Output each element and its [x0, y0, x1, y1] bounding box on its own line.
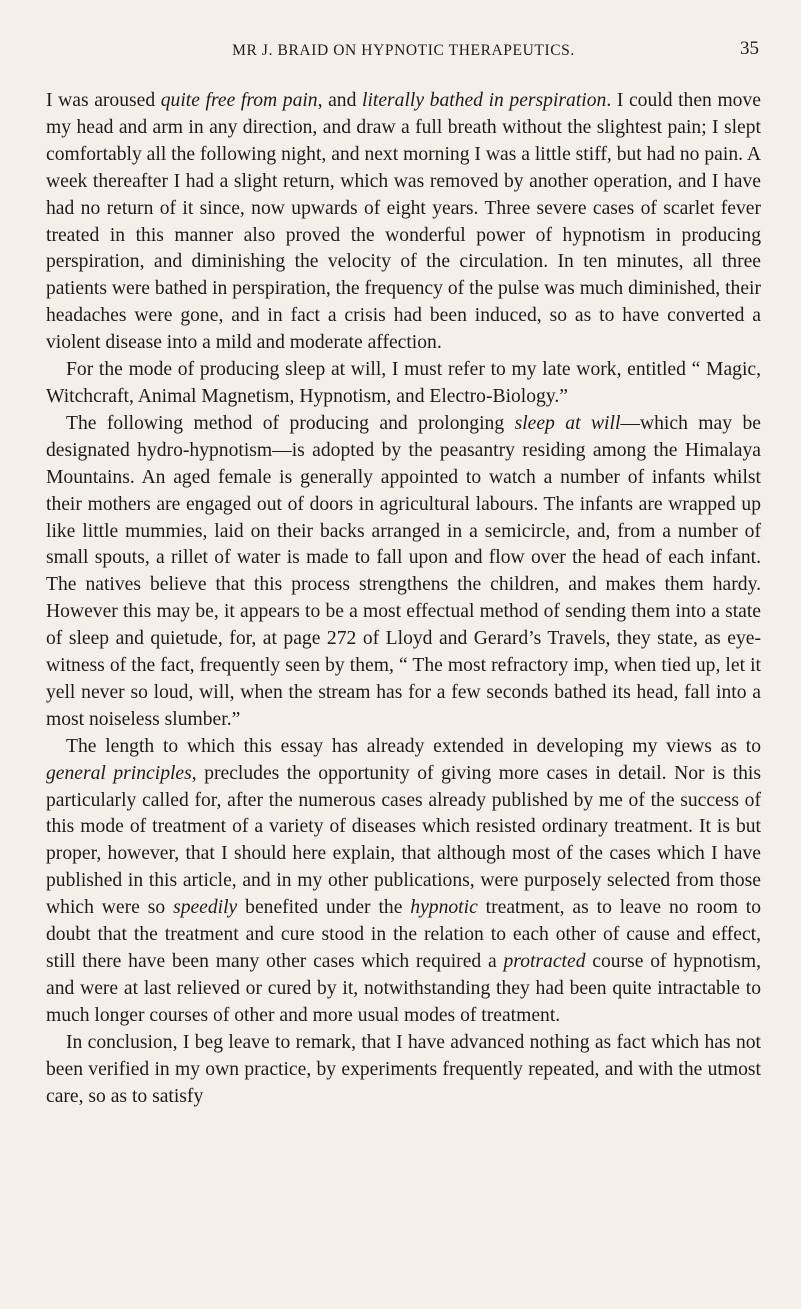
text-run: treatment, as to leave no room to doubt that the treatment and cure stood in the relation to each other of cause and effect, still there have been many other cases which required a	[46, 897, 761, 972]
paragraph	[46, 1030, 761, 1111]
body-text	[46, 88, 761, 1110]
text-run: In conclusion, I beg leave to remark, that I have advanced nothing as fact which has not been verified in my own practice, by experiments frequently repeated, and with the utmost care, so as to satisfy	[46, 1031, 761, 1107]
text-run: . I could then move my head and arm in any direction, and draw a full breath without the slightest pain; I slept comfortably all the following night, and next morning I was a little stiff, but had no pain. A week thereafter I had a slight return, which was removed by another operation, and I have had no return of it since, now upwards of eight years. Three severe cases of scarlet fever treated in this manner also proved the wonderful power of hypnotism in producing perspiration, and diminishing the velocity of the circulation. In ten minutes, all three patients were bathed in perspiration, the frequency of the pulse was much diminished, their headaches were gone, and in fact a crisis had been induced, so as to have converted a violent disease into a mild and moderate affection.	[46, 90, 761, 354]
paragraph	[46, 411, 761, 734]
text-run: For the mode of producing sleep at will, I must refer to my late work, entitled “ Magic, Witchcraft, Animal Magnetism, Hypnotism, and Electro-Biology.”	[46, 359, 761, 407]
text-run: I was aroused	[46, 90, 161, 111]
text-run: The following method of producing and prolonging	[66, 412, 515, 434]
paragraph	[46, 734, 761, 1030]
italic-text: hypnotic	[410, 897, 478, 919]
text-run: , and	[317, 90, 363, 111]
italic-text: general principles	[46, 762, 192, 784]
text-run: The length to which this essay has already extended in developing my views as to	[66, 735, 761, 757]
paragraph	[46, 88, 761, 357]
text-run: course of hypnotism, and were at last relieved or cured by it, notwithstanding they had been quite intractable to much longer courses of other and more usual modes of treatment.	[46, 951, 761, 1026]
text-run: benefited under the	[237, 897, 411, 919]
italic-text: protracted	[503, 951, 586, 972]
page-number: 35	[740, 38, 759, 59]
italic-text: literally bathed in perspiration	[362, 90, 607, 111]
italic-text: speedily	[173, 897, 238, 919]
italic-text: quite free from pain	[160, 90, 318, 111]
running-title: MR J. BRAID ON HYPNOTIC THERAPEUTICS.	[232, 42, 575, 59]
running-head	[46, 36, 761, 66]
text-run: , precludes the opportunity of giving more cases in detail. Nor is this particularly called for, after the numerous cases already published by me of the success of this mode of treatment of a variety of diseases which resisted ordinary treatment. It is but proper, however, that I should here explain, that although most of the cases which I have published in this article, and in my other publications, were purposely selected from those which were so	[46, 762, 761, 919]
paragraph	[46, 357, 761, 411]
text-run: —which may be designated hydro-hypnotism—is adopted by the peasantry residing among the Himalaya Mountains. An aged female is generally appointed to watch a number of infants whilst their mothers are engaged out of doors in agricultural labours. The infants are wrapped up like little mummies, laid on their backs arranged in a semicircle, and, from a number of small spouts, a rillet of water is made to fall upon and flow over the head of each infant. The natives believe that this process strengthens the children, and makes them hardy. However this may be, it appears to be a most effectual method of sending them into a state of sleep and quietude, for, at page 272 of Lloyd and Gerard’s Travels, they state, as eye-witness of the fact, frequently seen by them, “ The most refractory imp, when tied up, let it yell never so loud, will, when the stream has for a few seconds bathed its head, fall into a most noiseless slumber.”	[46, 412, 761, 730]
italic-text: sleep at will	[514, 412, 621, 434]
